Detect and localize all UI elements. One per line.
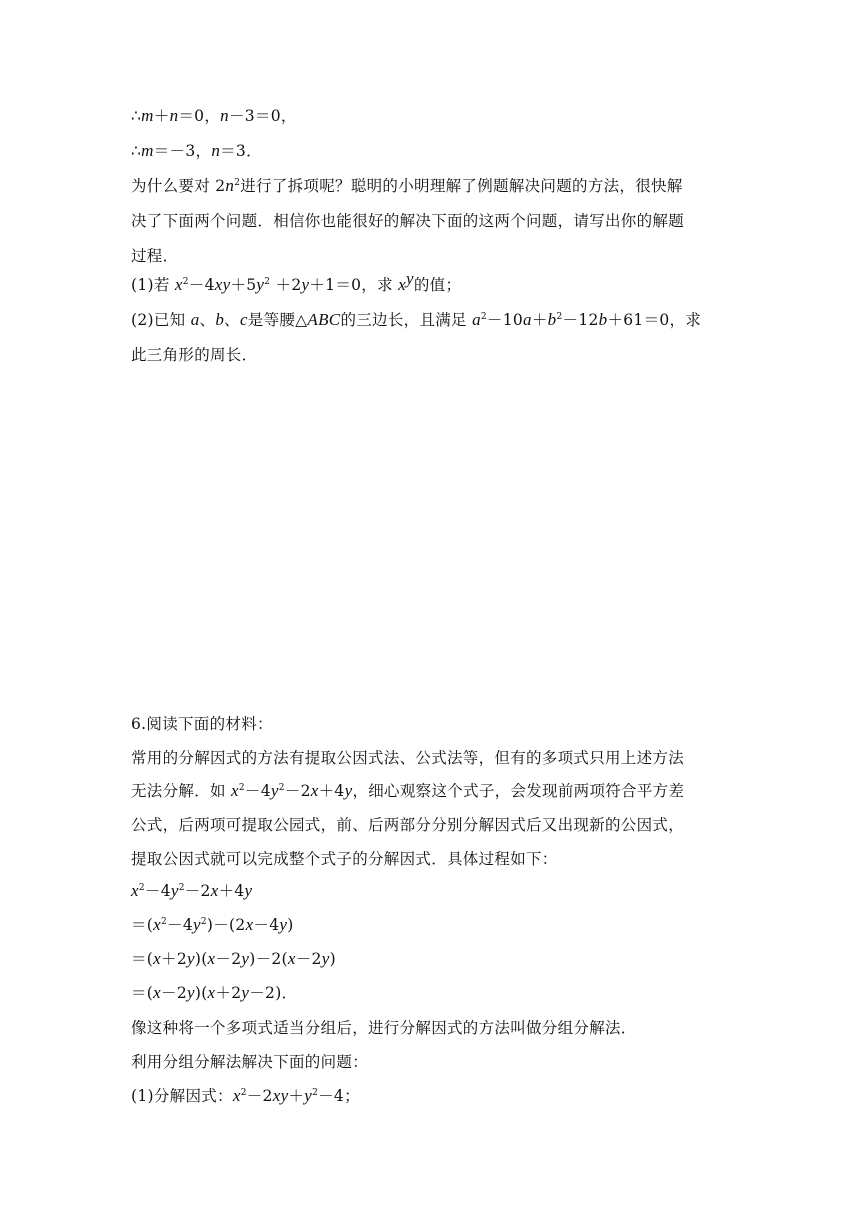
question-2-continued: 此三角形的周长．	[131, 346, 258, 364]
paragraph-line-3: 为什么要对 $2n^2$进行了拆项呢？聪明的小明理解了例题解决问题的方法，很快解	[131, 176, 683, 195]
problem-6-question-1: (1)分解因式：$x^2-2xy+y^2-4$；	[131, 1086, 360, 1105]
material-line-1: 常用的分解因式的方法有提取公因式法、公式法等，但有的多项式只用上述方法	[131, 749, 685, 767]
paragraph-line-5: 过程．	[131, 247, 179, 265]
equation-line-2: $=(x^2-4y^2)-(2x-4y)$	[131, 915, 294, 934]
question-2: (2)已知 a、b、c是等腰△ABC的三边长，且满足 $a^2-10a+b^2-12b+61=0$，求	[131, 310, 702, 329]
solution-line-2: ∴m＝－3，n＝3．	[131, 141, 262, 160]
equation-line-1: $x^2-4y^2-2x+4y$	[131, 881, 253, 900]
material-line-4: 提取公因式就可以完成整个式子的分解因式．具体过程如下：	[131, 850, 558, 868]
material-line-2: 无法分解．如 $x^2-4y^2-2x+4y$，细心观察这个式子，会发现前两项符合平方差	[131, 781, 685, 800]
equation-line-4: ＝(x－2y)(x＋2y－2)．	[131, 983, 298, 1002]
material-line-6: 利用分组分解法解决下面的问题：	[131, 1053, 369, 1071]
material-line-3: 公式，后两项可提取公园式，前、后两部分分别分解因式后又出现新的公因式，	[131, 816, 685, 834]
solution-line-1: ∴m＋n＝0，n－3＝0，	[131, 106, 297, 125]
equation-line-3: ＝(x＋2y)(x－2y)－2(x－2y)	[131, 949, 336, 968]
material-line-5: 像这种将一个多项式适当分组后，进行分解因式的方法叫做分组分解法．	[131, 1019, 637, 1037]
question-1: (1)若 $x^2-4xy+5y^2 +2y+1=0$，求 $x^y$的值；	[131, 269, 462, 294]
paragraph-line-4: 决了下面两个问题．相信你也能很好的解决下面的这两个问题，请写出你的解题	[131, 212, 685, 230]
problem-6-title: 6.阅读下面的材料：	[131, 715, 273, 733]
